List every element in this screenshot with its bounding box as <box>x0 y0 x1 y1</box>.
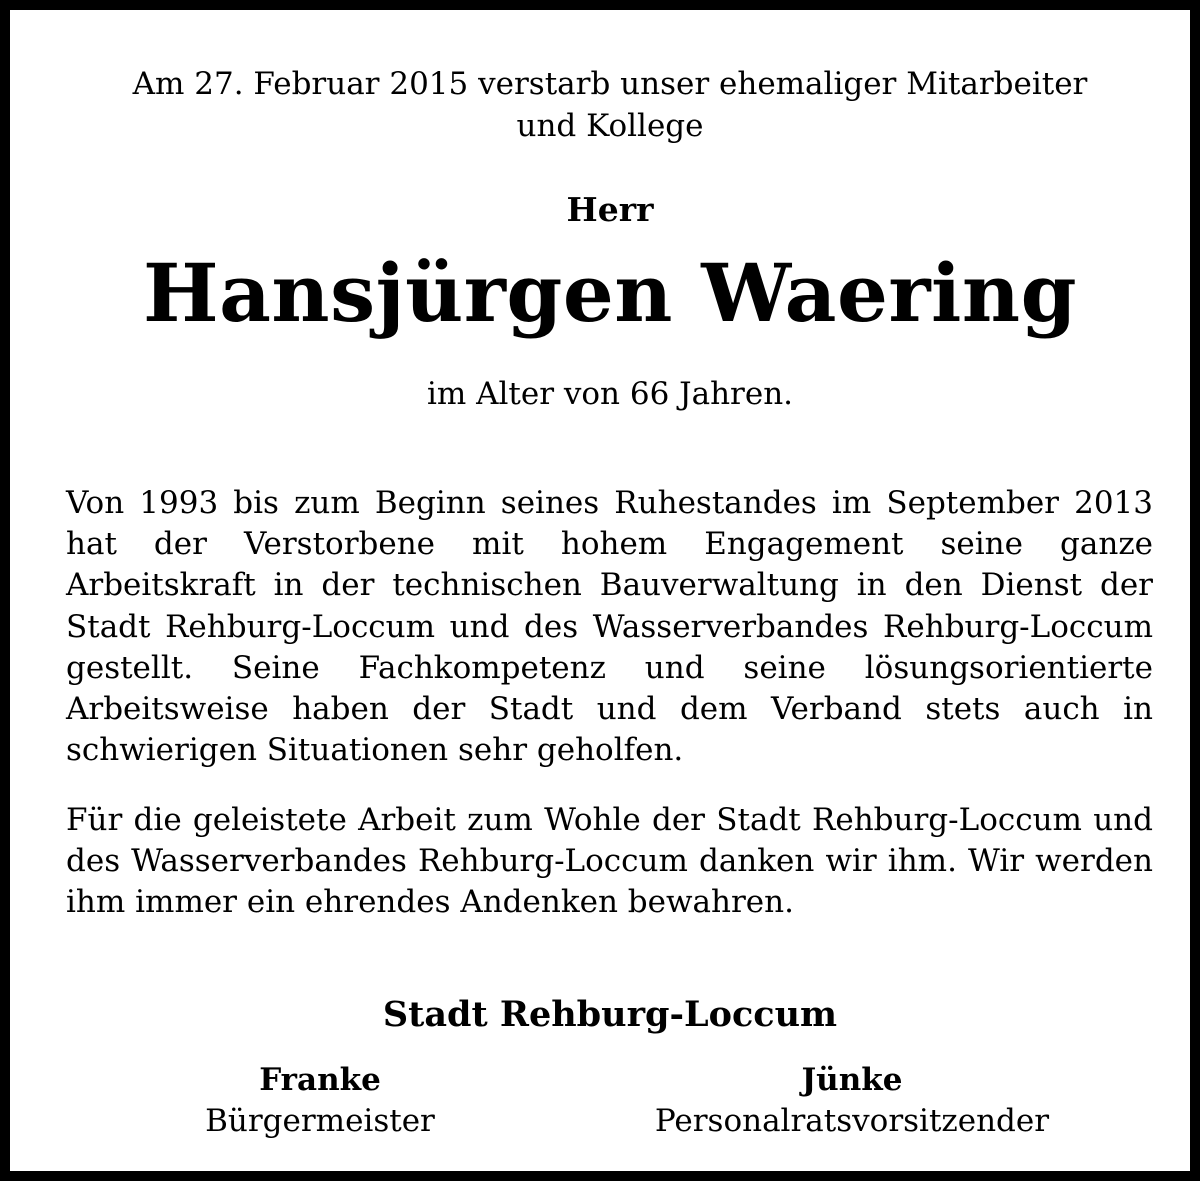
tribute-paragraph-1: Von 1993 bis zum Beginn seines Ruhestandes im September 2013 hat der Verstorbene mit hohem Engagement seine ganze Arbeitskraft in der technischen Bauverwaltung in den Dienst der Stadt Rehburg-Loccum und des Wasserverbandes Rehburg-Loccum gestellt. Seine Fachkompetenz und seine lösungsorientierte Arbeitsweise haben der Stadt und dem Verband stets auch in schwierigen Situationen sehr geholfen. <box>66 485 1153 769</box>
tribute-paragraph-2: Für die geleistete Arbeit zum Wohle der Stadt Rehburg-Loccum und des Wasserverbandes Rehburg-Loccum danken wir ihm. Wir werden ihm immer ein ehrendes Andenken bewahren. <box>66 802 1153 921</box>
intro-line-1: Am 27. Februar 2015 verstarb unser ehemaliger Mitarbeiter <box>132 66 1088 102</box>
signatory-juenke <box>602 1060 1102 1142</box>
signatory-name: Franke <box>259 1062 381 1098</box>
salutation: Herr <box>566 190 654 229</box>
deceased-name: Hansjürgen Waering <box>143 246 1077 340</box>
signatory-role: Bürgermeister <box>205 1103 435 1139</box>
signatory-name: Jünke <box>801 1062 903 1098</box>
signatory-franke <box>170 1060 470 1142</box>
organization-name: Stadt Rehburg-Loccum <box>382 994 838 1035</box>
signatory-role: Personalratsvorsitzender <box>654 1103 1050 1139</box>
age-line: im Alter von 66 Jahren. <box>426 376 794 412</box>
intro-line-2: und Kollege <box>516 108 704 144</box>
